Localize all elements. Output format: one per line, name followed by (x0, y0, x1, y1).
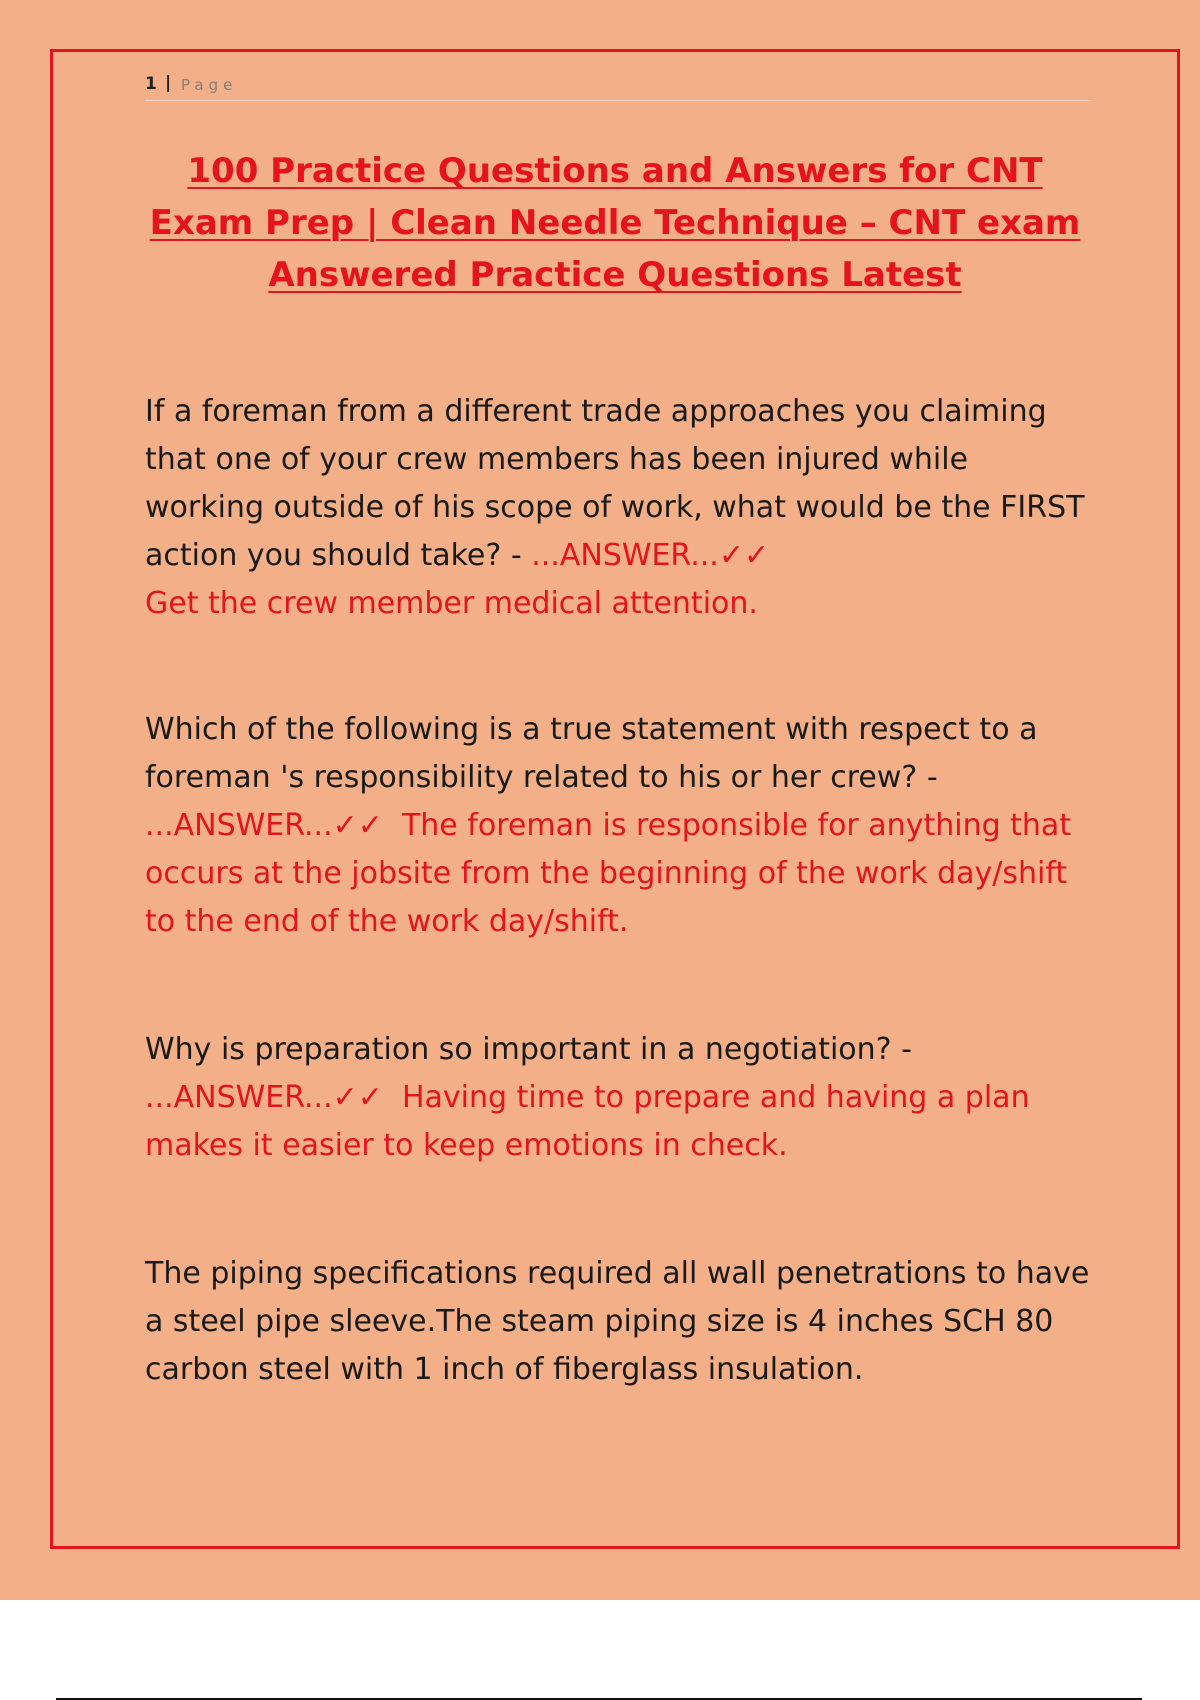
qa-item-2 (145, 706, 1095, 946)
answer-text: Having time to prepare and having a plan makes it easier to keep emotions in check. (145, 1080, 1030, 1163)
answer-marker: ...ANSWER...✓✓ (145, 808, 383, 843)
page-separator: | (165, 73, 172, 93)
question-text: The piping specifications required all wall penetrations to have a steel pipe sleeve.The steam piping size is 4 inches SCH 80 carbon steel with 1 inch of fiberglass insulation. (145, 1256, 1090, 1387)
qa-item-1 (145, 388, 1095, 628)
document-title: 100 Practice Questions and Answers for CNT Exam Prep | Clean Needle Technique – CNT exam Answered Practice Questions Latest (149, 151, 1081, 295)
page-header (145, 70, 1091, 101)
question-text: Which of the following is a true statement with respect to a foreman 's responsibility related to his or her crew? - (145, 712, 1038, 795)
answer-marker: ...ANSWER...✓✓ (531, 538, 770, 573)
qa-item-4 (145, 1250, 1095, 1394)
question-text: If a foreman from a different trade approaches you claiming that one of your crew members has been injured while working outside of his scope of work, what would be the FIRST action you should take? - (145, 394, 1085, 573)
answer-text: The foreman is responsible for anything that occurs at the jobsite from the beginning of the work day/shift to the end of the work day/shift. (145, 808, 1072, 939)
question-text: Why is preparation so important in a negotiation? - (145, 1032, 912, 1067)
page-label: Page (181, 76, 238, 94)
answer-text: Get the crew member medical attention. (145, 586, 758, 621)
qa-item-3 (145, 1026, 1095, 1170)
page-number: 1 (145, 74, 157, 94)
answer-marker: ...ANSWER...✓✓ (145, 1080, 383, 1115)
